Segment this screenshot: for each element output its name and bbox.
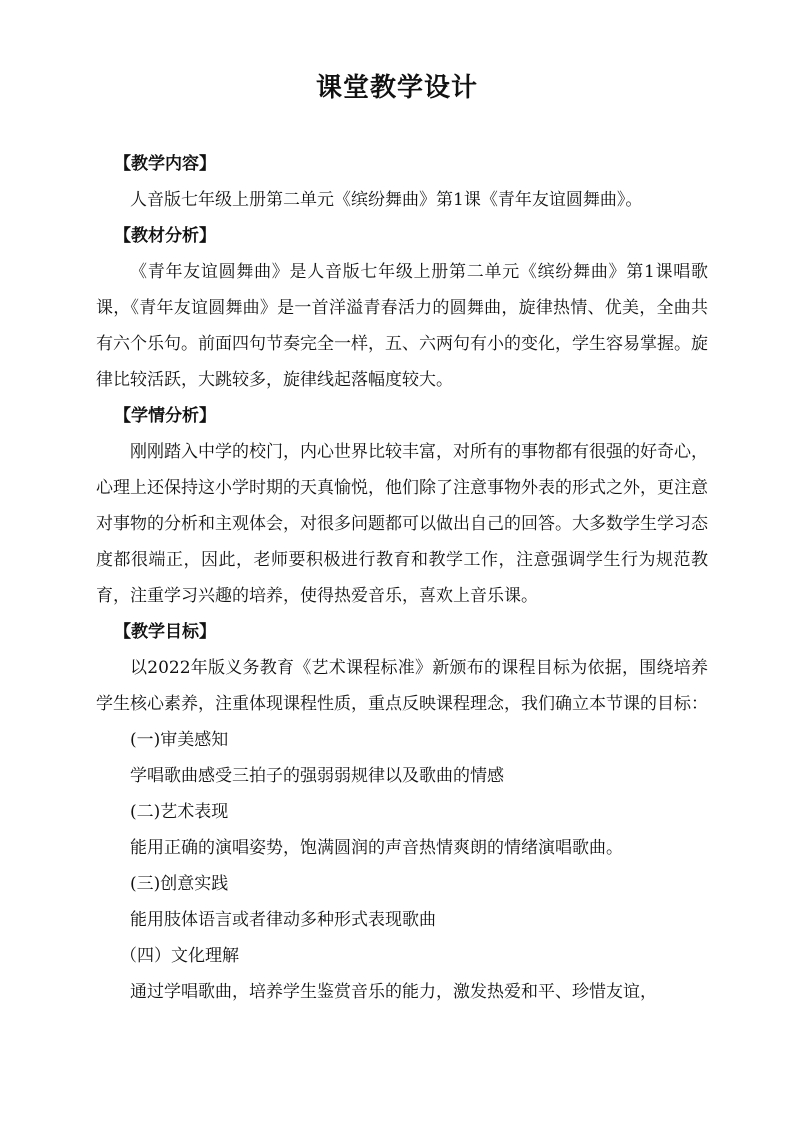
section-heading-teaching-content: 【教学内容】 <box>114 154 216 174</box>
goal-text-cultural-understanding: 通过学唱歌曲，培养学生鉴赏音乐的能力，激发热爱和平、珍惜友谊， <box>130 982 657 1002</box>
section-heading-teaching-goals: 【教学目标】 <box>114 622 216 642</box>
section-heading-student-analysis: 【学情分析】 <box>114 406 216 426</box>
student-analysis-text: 刚刚踏入中学的校门，内心世界比较丰富，对所有的事物都有很强的好奇心，心理上还保持这小学时期的天真愉悦，他们除了注意事物外表的形式之外，更注意对事物的分析和主观体会，对很多问题都可以做出自己的回答。大多数学生学习态度都很端正，因此，老师要积极进行教育和教学工作，注意强调学生行为规范教育，注重学习兴趣的培养，使得热爱音乐，喜欢上音乐课。 <box>96 442 708 606</box>
teaching-content-text: 人音版七年级上册第二单元《缤纷舞曲》第1课《青年友谊圆舞曲》。 <box>130 190 643 210</box>
goal-label-aesthetic-perception: (一)审美感知 <box>130 730 229 750</box>
goal-text-artistic-expression: 能用正确的演唱姿势，饱满圆润的声音热情爽朗的情绪演唱歌曲。 <box>130 838 623 858</box>
document-body <box>96 146 708 1010</box>
goal-text-creative-practice: 能用肢体语言或者律动多种形式表现歌曲 <box>130 910 436 930</box>
goal-label-creative-practice: (三)创意实践 <box>130 874 229 894</box>
goal-text-aesthetic-perception: 学唱歌曲感受三拍子的强弱弱规律以及歌曲的情感 <box>130 766 504 786</box>
teaching-goals-intro: 以2022年版义务教育《艺术课程标准》新颁布的课程目标为依据，围绕培养学生核心素养，注重体现课程性质，重点反映课程理念，我们确立本节课的目标： <box>96 658 708 714</box>
goal-label-cultural-understanding: （四）文化理解 <box>120 946 239 966</box>
document-title: 课堂教学设计 <box>315 73 478 103</box>
goal-label-artistic-expression: (二)艺术表现 <box>130 802 229 822</box>
section-heading-material-analysis: 【教材分析】 <box>114 226 216 246</box>
material-analysis-text: 《青年友谊圆舞曲》是人音版七年级上册第二单元《缤纷舞曲》第1课唱歌课，《青年友谊圆舞曲》是一首洋溢青春活力的圆舞曲，旋律热情、优美，全曲共有六个乐句。前面四句节奏完全一样，五、六两句有小的变化，学生容易掌握。旋律比较活跃，大跳较多，旋律线起落幅度较大。 <box>96 262 708 390</box>
